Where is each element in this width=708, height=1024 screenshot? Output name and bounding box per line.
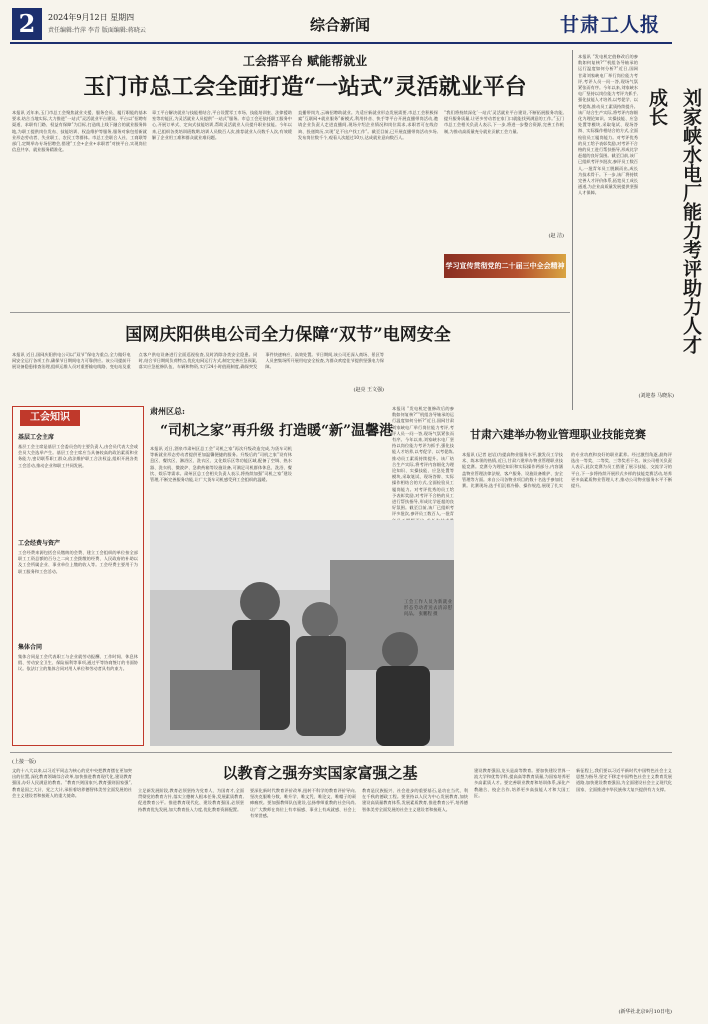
union-knowledge-label: 工会知识 xyxy=(20,410,80,426)
bottom-lead-in: (上接一版) xyxy=(12,759,36,765)
right-feature-body: 本报讯 “发电机定值修改后的参数如何复核?”“机组各导轴承的运行温度如何分析?”近日,国网甘肃刘家峡电厂举行岗位能力考评,考评人员一问一答,现场气氛紧张而有序。今年以来,刘家峡水电厂坚持以岗位能力考评为抓手,强化技能人才培养,以考促学、以考促练,推动员工素质持续提升。该厂结合生产实际,将考评内容细化为理论知识、实操技能、应急处置等模块,采取笔试、现场答辩、实际操作相结合的方式,全面检验员工履岗能力。对考评优秀的员工给予表彰奖励,对考评不合格的员工进行帮扶指导,形成比学赶超的良好氛围。截至目前,该厂已组织考评多批次,参评员工数百人,一批青年员工脱颖而出,成长为技术骨干。下一步,该厂将持续完善人才评价体系,拓宽员工成长通道,为企业高质量发展提供坚强人才保障。 xyxy=(578,54,638,196)
lead-headline: 玉门市总工会全面打造“一站式”灵活就业平台 xyxy=(83,74,527,100)
study-banner xyxy=(444,254,566,278)
station-body-continued: 本报讯 “发电机定值修改后的参数如何复核?”“机组各导轴承的运行温度如何分析?”近日,国网甘肃刘家峡电厂举行岗位能力考评,考评人员一问一答,现场气氛紧张而有序。今年以来,刘家峡水电厂坚持以岗位能力考评为抓手,强化技能人才培养,以考促学、以考促练,推动员工素质持续提升。该厂结合生产实际,将考评内容细化为理论知识、实操技能、应急处置等模块,采取笔试、现场答辩、实际操作相结合的方式,全面检验员工履岗能力。对考评优秀的员工给予表彰奖励,对考评不合格的员工进行帮扶指导,形成比学赶超的良好氛围。截至目前,该厂已组织考评多批次,参评员工数百人,一批青 xyxy=(392,406,454,517)
page-number-badge xyxy=(12,8,42,40)
page-number: 2 xyxy=(18,9,36,38)
lead-body-col3: 直播带岗为,云端招聘助就业。为适应新就业形态发展需要,市总工会积极探索“互联网+就业服务”新模式,利用抖音、快手等平台开展直播带岗活动,邀请企业负责人走进直播间,现场介绍企业情况和岗位需求,求职者可在线咨询、投递简历,实现“足不出户找工作”。截至目前,已开展直播带岗活动多场,发布岗位数千个,观看人次超过10万,达成就业意向数百人。 xyxy=(298,110,438,140)
lead-body-col1: 本报讯 近年来,玉门市总工会聚焦就业支援、服务会员、履行职能的基本要求,结合当地实际,大力推进“一站式”灵活就业平台建设。平台以“招聘有渠道、求职有门路、权益有保障”为目标,打造线上线下融合的就业服务阵地,为职工提供岗位发布、技能培训、权益维护等服务,服务对象包括新就业形态劳动者、失业职工、农民工等群体。市总工会联合人社、工商联等部门,定期举办专场招聘会,搭建“工会+企业+求职者”对接平台,实现岗位信息共享、就业服务精准化。 xyxy=(12,110,147,153)
study-banner-text: 学习宣传贯彻党的二十届三中全会精神 xyxy=(445,262,565,270)
section-rule-2 xyxy=(10,752,672,753)
gansu-body: 本报讯 (记者 赵岩)为提高物业服务水平,激发员工学技术、练本领的热情,近日,甘肃六建举办物业管理职业技能竞赛。竞赛分为理论知识和实际操作两部分,内容涵盖物业管理法律法规、客户服务、设施设备维护、安全管理等方面。来自公司各物业项目的数十名选手参加比赛。比赛现场,选手们沉着冷静、操作规范,展现了扎实的专业功底和良好的职业素养。经过激烈角逐,最终评选出一等奖、二等奖、三等奖若干名。该公司相关负责人表示,此次竞赛为员工搭建了展示技能、交流学习的平台,下一步将持续开展形式多样的技能竞赛活动,培养更多高素质物业管理人才,推动公司物业服务水平不断提升。 xyxy=(462,452,672,489)
bottom-headline: 以教育之强夯实国家富强之基 xyxy=(222,764,418,782)
union-item-body: 集体合同是工会代表职工与企业就劳动报酬、工作时间、休息休假、劳动安全卫生、保险福利等事项,通过平等协商签订的书面协议。依法订立的集体合同对用人单位和劳动者具有约束力。 xyxy=(18,654,138,672)
bottom-byline: (新华社北京9月10日电) xyxy=(618,1009,672,1015)
union-item-body: 基层工会主席是基层工会委员会的主要负责人,由会员代表大会或会员大会选举产生。基层工会主席应当具备较高的政治素质和业务能力,密切联系职工群众,依法维护职工合法权益,组织开展各类工会活动,推动企业和职工共同发展。 xyxy=(18,444,138,468)
second-story-headline: 国网庆阳供电公司全力保障“双节”电网安全 xyxy=(125,325,451,345)
union-item-1 xyxy=(18,432,138,532)
editor-credits: 责任编辑:竹萍 李青 版面编辑:蒋晓云 xyxy=(48,27,146,34)
second-story-byline: (赵亮 王文强) xyxy=(353,387,384,393)
bottom-col6: 新征程上,我们要以习近平新时代中国特色社会主义思想为指导,坚定不移走中国特色社会主义教育发展道路,加快建设教育强国,为全面建设社会主义现代化国家、全面推进中华民族伟大复兴提供有力支撑。 xyxy=(576,768,672,792)
bottom-col1: 文的十八大以来,以习近平同志为核心的党中央把教育摆在更加突出的位置,深化教育领域综合改革,加快推进教育现代化,建设教育强国,办好人民满意的教育。“教育兴则国家兴,教育强则国家强”,教育是国之大计、党之大计,承担着培养德智体美劳全面发展的社会主义建设者和接班人的重大使命。 xyxy=(12,768,132,798)
right-feature-headline-text: 刘家峡水电厂能力考评助力人才成长 xyxy=(646,88,702,354)
station-body: 本报讯 近日,酒泉市肃州区总工会“司机之家”再次升级改造完成,为货车司机等新就业形态劳动者提供更加温馨便捷的服务。升级后的“司机之家”设有休息区、餐饮区、淋浴区、洗衣区、文化娱乐区等功能区域,配备了空调、热水器、洗衣机、微波炉、急救药箱等设施设备,可满足司机群体休息、洗浴、餐饮、娱乐等需求。肃州区总工会相关负责人表示,将持续加强“司机之家”建设管理,不断完善服务功能,让广大货车司机感受到工会组织的温暖。 xyxy=(150,446,292,483)
bottom-col2: 立足新发展阶段,教育必须坚持为党育人、为国育才,全面贯彻党的教育方针,落实立德树人根本任务,发展素质教育,促进教育公平。推进教育现代化、建设教育强国,必须坚持教育优先发展,加大教育投入力度,优化教育资源配置。 xyxy=(138,788,244,812)
second-story-body: 本报讯 近日,国网庆阳供电公司以“双节”保电为重点,全力做好电网安全运行各项工作,确保节日期间电力可靠供应。该公司提前开展设备隐患排查治理,组织运维人员对重要输电线路、变电站及重点客户供电设备进行全面巡视检查,及时消除各类安全隐患。同时,结合节日期间负荷特点,优化电网运行方式,制定完善应急预案,落实应急抢修队伍、车辆和物资,实行24小时值班制度,确保突发事件快速响应、高效处置。节日期间,该公司还深入商场、景区等人员密集场所开展用电安全检查,为群众欢度佳节提供坚强电力保障。 xyxy=(12,352,384,370)
lead-body-col4: “我们将持续深化‘一站式’灵活就业平台建设,不断拓展服务功能,提升服务质量,让更多劳动者在家门口就能找到满意的工作。”玉门市总工会相关负责人表示,下一步,将进一步整合资源,完善工作机制,为推动高质量充分就业贡献工会力量。 xyxy=(444,110,564,134)
issue-date: 2024年9月12日 星期四 xyxy=(48,13,135,22)
right-feature-byline: (刘迎春 马晓东) xyxy=(638,393,674,399)
gansu-headline: 甘肃六建举办物业管理职业技能竞赛 xyxy=(470,428,646,441)
bottom-col4: 教育是民族振兴、社会进步的重要基石,是功在当代、利在千秋的德政工程。要坚持以人民为中心发展教育,加快建设高质量教育体系,发展素质教育,推进教育公平,培养德智体美劳全面发展的社会主义建设者和接班人。 xyxy=(362,788,468,812)
union-item-title: 集体合同 xyxy=(18,644,43,651)
lead-body-col2: 章工平台解决就业与技能相结合,平台设置零工市场、技能培训室、法律援助室等功能区,为灵活就业人员提供“一站式”服务。市总工会还依托职工服务中心,开展订单式、定向式技能培训,帮助灵活就业人员提升职业技能。今年以来,已组织各类培训班数期,培训人员数百人次,推荐就业人员数千人次,有效缓解了企业用工难和群众就业难问题。 xyxy=(152,110,292,140)
section-rule-1 xyxy=(10,312,570,313)
bottom-col5: 建设教育强国,龙头是高等教育。要加快建设世界一流大学和优势学科,提高高等教育质量,为国家培养更多高素质人才。要完善职业教育和培训体系,深化产教融合、校企合作,培养更多高技能人才和大国工匠。 xyxy=(474,768,570,798)
union-item-title: 基层工会主席 xyxy=(18,434,55,441)
union-item-3 xyxy=(18,642,138,742)
bottom-col3: 要深化新时代教育评价改革,扭转不科学的教育评价导向,坚决克服唯分数、唯升学、唯文凭、唯论文、唯帽子的顽瘴痼疾。要加强教师队伍建设,弘扬尊师重教的社会风尚,让广大教师在岗位上有幸福感、事业上有成就感、社会上有荣誉感。 xyxy=(250,788,356,818)
station-location: 肃州区总: xyxy=(150,406,185,416)
photo-caption: 工会工作人员为新就业形态劳动者送去清凉慰问品。 张鹏程 摄 xyxy=(404,600,452,618)
union-item-2 xyxy=(18,538,138,638)
section-title: 综合新闻 xyxy=(309,16,370,34)
union-item-title: 工会经费与资产 xyxy=(18,540,61,547)
lead-kicker: 工会搭平台 赋能帮就业 xyxy=(242,54,368,68)
right-feature-headline xyxy=(640,88,702,358)
column-rule xyxy=(572,50,573,410)
lead-byline: (赵 洁) xyxy=(548,233,564,239)
header-rule xyxy=(10,42,672,44)
station-headline: “司机之家”再升级 打造暖“新”温馨港 xyxy=(160,423,394,439)
union-item-body: 工会经费来源包括会员缴纳的会费、建立工会组织的单位按全部职工工资总额的百分之二向工会拨缴的经费、人民政府的补助以及工会所属企业、事业单位上缴的收入等。工会经费主要用于为职工服务和工会活动。 xyxy=(18,550,138,574)
masthead: 甘肃工人报 xyxy=(560,14,661,36)
